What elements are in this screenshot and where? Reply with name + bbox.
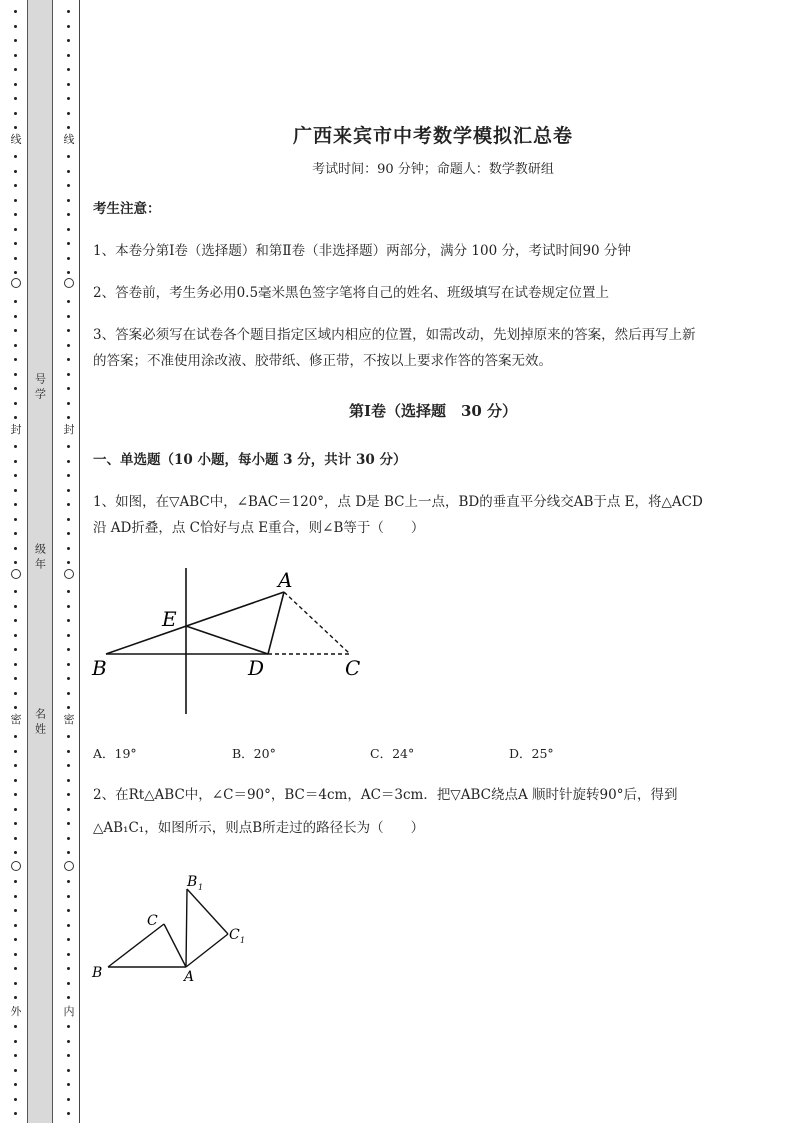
binding-dot bbox=[14, 315, 17, 318]
question-2-line-2: △AB₁C₁，如图所示，则点B所走过的路径长为（ ） bbox=[93, 820, 425, 836]
binding-dot bbox=[14, 518, 17, 521]
question-1-line-1: 1、如图，在▽ABC中，∠BAC＝120°，点 D是 BC上一点，BD的垂直平分线交AB于点 E，将△ACD bbox=[93, 494, 703, 510]
binding-dot bbox=[67, 677, 70, 680]
binding-dot bbox=[14, 503, 17, 506]
label-e: E bbox=[162, 607, 177, 631]
notice-item-2: 2、答卷前，考生务必用0.5毫米黑色签字笔将自己的姓名、班级填写在试卷规定位置上 bbox=[93, 285, 610, 301]
field-grade: 级年 bbox=[33, 543, 47, 573]
bc-segment bbox=[108, 924, 164, 967]
binding-line-label-inner: 封 bbox=[63, 423, 75, 436]
binding-dot bbox=[67, 445, 70, 448]
binding-dot bbox=[14, 387, 17, 390]
binding-line-label-inner: 内 bbox=[63, 1005, 75, 1018]
section-title: 第Ⅰ卷（选择题 30 分） bbox=[348, 402, 518, 420]
binding-dot bbox=[14, 938, 17, 941]
label-c1: C bbox=[229, 927, 240, 943]
binding-dot bbox=[14, 822, 17, 825]
binding-dot bbox=[67, 358, 70, 361]
binding-dot bbox=[67, 648, 70, 651]
binding-dot bbox=[67, 590, 70, 593]
part-heading: 一、单选题（10 小题，每小题 3 分，共计 30 分） bbox=[93, 452, 407, 468]
binding-dot bbox=[14, 895, 17, 898]
binding-hole-icon bbox=[11, 861, 21, 871]
question-1-figure bbox=[88, 560, 378, 720]
binding-dot bbox=[67, 518, 70, 521]
binding-dot bbox=[67, 634, 70, 637]
binding-dot bbox=[14, 54, 17, 57]
outer-binding-dotted-line bbox=[10, 0, 22, 1123]
question-2-line-1: 2、在Rt△ABC中，∠C＝90°，BC＝4cm，AC＝3cm．把▽ABC绕点A 顺时针旋转90°后，得到 bbox=[93, 787, 678, 803]
binding-dot bbox=[14, 619, 17, 622]
notice-heading: 考生注意： bbox=[93, 201, 161, 217]
exam-subtitle: 考试时间：90 分钟；命题人：数学教研组 bbox=[312, 162, 554, 177]
binding-line-label-inner: 线 bbox=[63, 133, 75, 146]
binding-dot bbox=[14, 880, 17, 883]
binding-dot bbox=[14, 228, 17, 231]
field-name: 名姓 bbox=[33, 708, 47, 738]
binding-dot bbox=[67, 54, 70, 57]
binding-dot bbox=[67, 39, 70, 42]
binding-dot bbox=[14, 416, 17, 419]
binding-dot bbox=[67, 692, 70, 695]
binding-dot bbox=[14, 793, 17, 796]
binding-hole-icon bbox=[11, 278, 21, 288]
binding-dot bbox=[14, 184, 17, 187]
binding-dot bbox=[67, 532, 70, 535]
binding-dot bbox=[67, 170, 70, 173]
binding-dot bbox=[67, 953, 70, 956]
binding-dot bbox=[14, 648, 17, 651]
binding-dot bbox=[67, 837, 70, 840]
binding-dot bbox=[67, 242, 70, 245]
binding-dot bbox=[67, 83, 70, 86]
binding-dot bbox=[14, 242, 17, 245]
binding-dot bbox=[14, 750, 17, 753]
binding-dot bbox=[67, 25, 70, 28]
margin-rule bbox=[79, 0, 80, 1123]
binding-dot bbox=[14, 199, 17, 202]
binding-dot bbox=[14, 112, 17, 115]
binding-dot bbox=[67, 10, 70, 13]
binding-dot bbox=[67, 112, 70, 115]
binding-dot bbox=[67, 967, 70, 970]
binding-dot bbox=[67, 909, 70, 912]
binding-dot bbox=[67, 416, 70, 419]
binding-dot bbox=[14, 25, 17, 28]
binding-dot bbox=[14, 909, 17, 912]
binding-dot bbox=[14, 68, 17, 71]
binding-dot bbox=[14, 445, 17, 448]
binding-dot bbox=[14, 402, 17, 405]
binding-dot bbox=[67, 764, 70, 767]
label-b1-subscript: 1 bbox=[198, 883, 204, 892]
binding-dot bbox=[67, 97, 70, 100]
c1a-segment bbox=[186, 934, 228, 967]
binding-dot bbox=[67, 271, 70, 274]
binding-dot bbox=[67, 938, 70, 941]
binding-dot bbox=[14, 460, 17, 463]
binding-dot bbox=[67, 329, 70, 332]
binding-dot bbox=[14, 373, 17, 376]
binding-dot bbox=[14, 547, 17, 550]
binding-line-label-outer: 线 bbox=[10, 133, 22, 146]
binding-dot bbox=[14, 39, 17, 42]
binding-dot bbox=[14, 170, 17, 173]
binding-dot bbox=[67, 996, 70, 999]
binding-dot bbox=[14, 634, 17, 637]
binding-dot bbox=[14, 590, 17, 593]
notice-item-3-cont: 的答案；不准使用涂改液、胶带纸、修正带，不按以上要求作答的答案无效。 bbox=[93, 353, 552, 369]
binding-dot bbox=[14, 83, 17, 86]
binding-line-label-inner: 密 bbox=[63, 713, 75, 726]
student-info-strip bbox=[27, 0, 53, 1123]
binding-dot bbox=[67, 561, 70, 564]
binding-hole-icon bbox=[64, 569, 74, 579]
binding-dot bbox=[67, 793, 70, 796]
ca-segment bbox=[164, 924, 186, 967]
inner-binding-dotted-line bbox=[63, 0, 75, 1123]
binding-dot bbox=[14, 358, 17, 361]
binding-dot bbox=[14, 924, 17, 927]
binding-dot bbox=[67, 257, 70, 260]
binding-dot bbox=[14, 1025, 17, 1028]
q1-option-a[interactable]: A．19° bbox=[93, 746, 137, 761]
binding-dot bbox=[14, 996, 17, 999]
binding-dot bbox=[67, 300, 70, 303]
ad-segment bbox=[268, 592, 284, 654]
binding-dot bbox=[14, 1069, 17, 1072]
q1-option-c[interactable]: C．24° bbox=[370, 746, 415, 761]
binding-dot bbox=[67, 750, 70, 753]
binding-dot bbox=[14, 97, 17, 100]
binding-dot bbox=[14, 257, 17, 260]
binding-dot bbox=[67, 1040, 70, 1043]
binding-dot bbox=[14, 1112, 17, 1115]
binding-dot bbox=[67, 155, 70, 158]
label-b: B bbox=[92, 656, 107, 680]
label-a: A bbox=[184, 969, 195, 985]
binding-dot bbox=[14, 344, 17, 347]
binding-dot bbox=[67, 387, 70, 390]
label-d: D bbox=[248, 656, 265, 680]
binding-dot bbox=[67, 1069, 70, 1072]
binding-hole-icon bbox=[64, 278, 74, 288]
q1-option-b[interactable]: B．20° bbox=[232, 746, 276, 761]
binding-dot bbox=[67, 706, 70, 709]
binding-dot bbox=[67, 373, 70, 376]
binding-dot bbox=[67, 982, 70, 985]
ed-segment bbox=[186, 626, 268, 654]
binding-dot bbox=[67, 199, 70, 202]
binding-dot bbox=[67, 126, 70, 129]
binding-dot bbox=[14, 663, 17, 666]
binding-dot bbox=[67, 663, 70, 666]
binding-dot bbox=[67, 851, 70, 854]
binding-dot bbox=[67, 213, 70, 216]
binding-dot bbox=[67, 344, 70, 347]
binding-dot bbox=[14, 677, 17, 680]
binding-dot bbox=[67, 619, 70, 622]
notice-item-1: 1、本卷分第Ⅰ卷（选择题）和第Ⅱ卷（非选择题）两部分，满分 100 分，考试时间90 分钟 bbox=[93, 243, 631, 259]
binding-dot bbox=[67, 503, 70, 506]
binding-dot bbox=[67, 315, 70, 318]
binding-dot bbox=[67, 880, 70, 883]
binding-dot bbox=[67, 460, 70, 463]
binding-dot bbox=[67, 474, 70, 477]
binding-dot bbox=[14, 329, 17, 332]
binding-dot bbox=[67, 402, 70, 405]
binding-dot bbox=[14, 967, 17, 970]
binding-dot bbox=[14, 213, 17, 216]
ab1-segment bbox=[186, 889, 187, 967]
binding-dot bbox=[14, 474, 17, 477]
binding-dot bbox=[67, 1054, 70, 1057]
binding-hole-icon bbox=[64, 861, 74, 871]
label-c1-subscript: 1 bbox=[240, 936, 246, 945]
binding-dot bbox=[14, 300, 17, 303]
notice-item-3: 3、答案必须写在试卷各个题目指定区域内相应的位置，如需改动，先划掉原来的答案，然后再写上新 bbox=[93, 327, 696, 343]
q1-option-d[interactable]: D．25° bbox=[509, 746, 554, 761]
binding-dot bbox=[67, 1098, 70, 1101]
binding-dot bbox=[14, 489, 17, 492]
binding-dot bbox=[14, 1083, 17, 1086]
binding-dot bbox=[14, 1054, 17, 1057]
binding-dot bbox=[14, 692, 17, 695]
binding-dot bbox=[14, 837, 17, 840]
binding-dot bbox=[67, 605, 70, 608]
label-c: C bbox=[147, 913, 158, 929]
binding-dot bbox=[67, 489, 70, 492]
binding-dot bbox=[67, 895, 70, 898]
binding-dot bbox=[67, 547, 70, 550]
binding-dot bbox=[14, 10, 17, 13]
binding-dot bbox=[14, 706, 17, 709]
exam-title: 广西来宾市中考数学模拟汇总卷 bbox=[292, 125, 573, 147]
binding-dot bbox=[14, 126, 17, 129]
binding-dot bbox=[67, 735, 70, 738]
binding-line-label-outer: 密 bbox=[10, 713, 22, 726]
ac-dashed-segment bbox=[284, 592, 350, 654]
binding-dot bbox=[67, 808, 70, 811]
binding-dot bbox=[67, 184, 70, 187]
binding-dot bbox=[14, 605, 17, 608]
binding-line-label-outer: 封 bbox=[10, 423, 22, 436]
binding-line-label-outer: 外 bbox=[10, 1005, 22, 1018]
binding-dot bbox=[67, 924, 70, 927]
binding-dot bbox=[14, 808, 17, 811]
binding-dot bbox=[14, 271, 17, 274]
question-1-line-2: 沿 AD折叠，点 C恰好与点 E重合，则∠B等于（ ） bbox=[93, 520, 425, 536]
binding-dot bbox=[14, 851, 17, 854]
binding-dot bbox=[14, 982, 17, 985]
binding-hole-icon bbox=[11, 569, 21, 579]
field-student-number: 号学 bbox=[33, 373, 47, 403]
binding-dot bbox=[14, 1098, 17, 1101]
label-c: C bbox=[345, 656, 361, 680]
binding-dot bbox=[14, 735, 17, 738]
binding-dot bbox=[14, 953, 17, 956]
binding-dot bbox=[67, 1112, 70, 1115]
binding-dot bbox=[14, 155, 17, 158]
binding-dot bbox=[67, 1083, 70, 1086]
binding-dot bbox=[67, 779, 70, 782]
binding-dot bbox=[67, 68, 70, 71]
binding-dot bbox=[67, 1025, 70, 1028]
binding-dot bbox=[14, 532, 17, 535]
binding-dot bbox=[14, 779, 17, 782]
binding-dot bbox=[14, 561, 17, 564]
binding-dot bbox=[67, 822, 70, 825]
question-2-figure bbox=[88, 868, 258, 988]
label-b1: B bbox=[187, 874, 198, 890]
binding-dot bbox=[14, 1040, 17, 1043]
label-b: B bbox=[92, 965, 103, 981]
binding-dot bbox=[67, 228, 70, 231]
b1c1-segment bbox=[187, 889, 228, 934]
ba-segment bbox=[106, 592, 284, 654]
label-a: A bbox=[278, 568, 293, 592]
binding-dot bbox=[14, 764, 17, 767]
